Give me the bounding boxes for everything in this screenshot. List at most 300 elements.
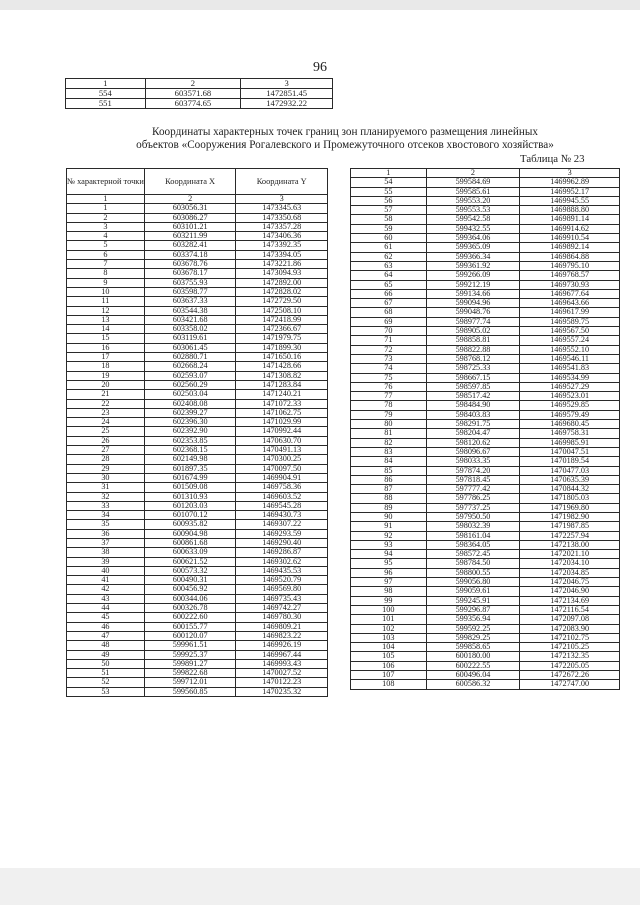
point-number-cell: 75 [351,373,427,382]
table-row [351,531,620,540]
point-number-cell: 48 [67,641,145,650]
y-coordinate-cell: 1469302.62 [236,557,328,566]
y-coordinate-cell: 1473394.05 [236,250,328,259]
point-number-cell: 69 [351,317,427,326]
y-coordinate-cell: 1469643.66 [520,299,620,308]
x-coordinate-cell: 601203.03 [144,501,236,510]
y-coordinate-cell: 1472205.05 [520,661,620,670]
point-number-cell: 62 [351,252,427,261]
x-coordinate-cell: 603374.18 [144,250,236,259]
point-number-cell: 29 [67,464,145,473]
y-coordinate-cell: 1469567.50 [520,327,620,336]
table-row [351,401,620,410]
point-number-cell: 27 [67,446,145,455]
y-coordinate-cell: 1469589.75 [520,317,620,326]
x-coordinate-cell: 600326.78 [144,604,236,613]
table-row [351,587,620,596]
x-coordinate-cell: 599366.34 [426,252,520,261]
point-number-cell: 18 [67,362,145,371]
x-coordinate-cell: 603211.99 [144,232,236,241]
x-coordinate-cell: 598977.74 [426,317,520,326]
point-number-cell: 59 [351,224,427,233]
y-coordinate-cell: 1469926.19 [236,641,328,650]
x-coordinate-cell: 599925.37 [144,650,236,659]
point-number-cell: 36 [67,529,145,538]
x-coordinate-cell: 599365.09 [426,243,520,252]
table-row [351,364,620,373]
point-number-cell: 103 [351,633,427,642]
table-row [66,89,333,99]
point-number-cell: 82 [351,438,427,447]
x-coordinate-cell: 597950.50 [426,512,520,521]
col-number: 1 [351,169,427,178]
point-number-cell: 89 [351,503,427,512]
point-number-cell: 91 [351,522,427,531]
point-number-cell: 108 [351,680,427,689]
table-row [351,624,620,633]
y-coordinate-cell: 1471969.80 [520,503,620,512]
y-coordinate-cell: 1469286.87 [236,548,328,557]
x-coordinate-cell: 598667.15 [426,373,520,382]
y-coordinate-cell: 1469967.44 [236,650,328,659]
y-coordinate-cell: 1469780.30 [236,613,328,622]
y-coordinate-cell: 1473221.86 [236,260,328,269]
table-row [351,215,620,224]
x-coordinate-cell: 599094.96 [426,299,520,308]
point-number-cell: 8 [67,269,145,278]
x-coordinate-cell: 599584.69 [426,178,520,187]
y-coordinate-cell: 1469430.73 [236,511,328,520]
x-coordinate-cell: 599048.76 [426,308,520,317]
x-coordinate-cell: 599059.61 [426,587,520,596]
x-coordinate-cell: 601509.08 [144,483,236,492]
y-coordinate-cell: 1470635.39 [520,475,620,484]
point-number-cell: 79 [351,410,427,419]
x-coordinate-cell: 603571.68 [145,89,241,99]
y-coordinate-cell: 1472892.00 [236,278,328,287]
col-header-x: Координата X [144,169,236,195]
point-number-cell: 40 [67,566,145,575]
bottom-scan-band [0,868,640,905]
x-coordinate-cell: 600573.32 [144,566,236,575]
x-coordinate-cell: 602503.04 [144,390,236,399]
y-coordinate-cell: 1470630.70 [236,436,328,445]
table-row [351,271,620,280]
point-number-cell: 99 [351,596,427,605]
point-number-cell: 24 [67,418,145,427]
point-number-cell: 57 [351,206,427,215]
point-number-cell: 11 [67,297,145,306]
x-coordinate-cell: 599356.94 [426,615,520,624]
x-coordinate-cell: 603544.38 [144,306,236,315]
col-header-point-number: № характерной точки [67,169,145,195]
y-coordinate-cell: 1469735.43 [236,594,328,603]
x-coordinate-cell: 597818.45 [426,475,520,484]
x-coordinate-cell: 603101.21 [144,222,236,231]
y-coordinate-cell: 1471029.99 [236,418,328,427]
y-coordinate-cell: 1470844.32 [520,485,620,494]
point-number-cell: 28 [67,455,145,464]
x-coordinate-cell: 602399.27 [144,408,236,417]
y-coordinate-cell: 1469962.89 [520,178,620,187]
point-number-cell: 35 [67,520,145,529]
x-coordinate-cell: 598597.85 [426,382,520,391]
y-coordinate-cell: 1469545.28 [236,501,328,510]
point-number-cell: 58 [351,215,427,224]
y-coordinate-cell: 1469677.64 [520,289,620,298]
x-coordinate-cell: 603282.41 [144,241,236,250]
y-coordinate-cell: 1469904.91 [236,473,328,482]
y-coordinate-cell: 1469527.29 [520,382,620,391]
point-number-cell: 70 [351,327,427,336]
table-row [351,373,620,382]
table-heading [95,126,595,152]
x-coordinate-cell: 599712.01 [144,678,236,687]
y-coordinate-cell: 1470300.25 [236,455,328,464]
x-coordinate-cell: 597737.25 [426,503,520,512]
table-row [67,241,328,250]
point-number-cell: 61 [351,243,427,252]
x-coordinate-cell: 602149.98 [144,455,236,464]
x-coordinate-cell: 600861.68 [144,538,236,547]
y-coordinate-cell: 1469603.52 [236,492,328,501]
table-row [67,613,328,622]
x-coordinate-cell: 601674.99 [144,473,236,482]
point-number-cell: 22 [67,399,145,408]
point-number-cell: 4 [67,232,145,241]
y-coordinate-cell: 1469546.11 [520,354,620,363]
y-coordinate-cell: 1472116.54 [520,605,620,614]
point-number-cell: 78 [351,401,427,410]
x-coordinate-cell: 599134.66 [426,289,520,298]
x-coordinate-cell: 601070.12 [144,511,236,520]
point-number-cell: 85 [351,466,427,475]
x-coordinate-cell: 597874.20 [426,466,520,475]
y-coordinate-cell: 1469914.62 [520,224,620,233]
point-number-cell: 23 [67,408,145,417]
col-number: 3 [241,79,333,89]
x-coordinate-cell: 603061.45 [144,343,236,352]
y-coordinate-cell: 1471062.75 [236,408,328,417]
y-coordinate-cell: 1473357.28 [236,222,328,231]
point-number-cell: 551 [66,99,146,109]
y-coordinate-cell: 1472046.90 [520,587,620,596]
x-coordinate-cell: 599592.25 [426,624,520,633]
x-coordinate-cell: 597786.25 [426,494,520,503]
table-row [351,615,620,624]
point-number-cell: 94 [351,550,427,559]
y-coordinate-cell: 1469680.45 [520,420,620,429]
y-coordinate-cell: 1470027.52 [236,669,328,678]
point-number-cell: 42 [67,585,145,594]
y-coordinate-cell: 1469910.54 [520,234,620,243]
table-row [351,680,620,689]
point-number-cell: 5 [67,241,145,250]
point-number-cell: 66 [351,289,427,298]
y-coordinate-cell: 1470235.32 [236,687,328,696]
y-coordinate-cell: 1469742.27 [236,604,328,613]
y-coordinate-cell: 1469552.10 [520,345,620,354]
x-coordinate-cell: 600935.82 [144,520,236,529]
y-coordinate-cell: 1472418.99 [236,315,328,324]
table-row [351,438,620,447]
y-coordinate-cell: 1469523.01 [520,392,620,401]
x-coordinate-cell: 599212.19 [426,280,520,289]
x-coordinate-cell: 602593.07 [144,371,236,380]
y-coordinate-cell: 1469891.14 [520,215,620,224]
y-coordinate-cell: 1471283.84 [236,380,328,389]
x-coordinate-cell: 600180.00 [426,652,520,661]
point-number-cell: 26 [67,436,145,445]
y-coordinate-cell: 1472083.90 [520,624,620,633]
y-coordinate-cell: 1472097.08 [520,615,620,624]
x-coordinate-cell: 598204.47 [426,429,520,438]
col-number: 2 [144,195,236,204]
table-row [67,269,328,278]
table-row [67,687,328,696]
x-coordinate-cell: 603678.17 [144,269,236,278]
point-number-cell: 20 [67,380,145,389]
point-number-cell: 67 [351,299,427,308]
y-coordinate-cell: 1471805.03 [520,494,620,503]
table-row [67,520,328,529]
y-coordinate-cell: 1472729.50 [236,297,328,306]
y-coordinate-cell: 1472021.10 [520,550,620,559]
y-coordinate-cell: 1472672.26 [520,671,620,680]
x-coordinate-cell: 603056.31 [144,204,236,213]
table-row [351,494,620,503]
point-number-cell: 34 [67,511,145,520]
table-row [67,362,328,371]
table-row [67,492,328,501]
point-number-cell: 554 [66,89,146,99]
point-number-cell: 39 [67,557,145,566]
table-row [67,678,328,687]
y-coordinate-cell: 1472105.25 [520,643,620,652]
y-coordinate-cell: 1469864.88 [520,252,620,261]
table-row [351,466,620,475]
x-coordinate-cell: 600120.07 [144,631,236,640]
point-number-cell: 100 [351,605,427,614]
point-number-cell: 45 [67,613,145,622]
point-number-cell: 14 [67,325,145,334]
x-coordinate-cell: 599858.65 [426,643,520,652]
y-coordinate-cell: 1472828.02 [236,287,328,296]
x-coordinate-cell: 599432.55 [426,224,520,233]
point-number-cell: 43 [67,594,145,603]
y-coordinate-cell: 1470047.51 [520,447,620,456]
point-number-cell: 53 [67,687,145,696]
y-coordinate-cell: 1469823.22 [236,631,328,640]
point-number-cell: 33 [67,501,145,510]
table-row [67,464,328,473]
y-coordinate-cell: 1469569.80 [236,585,328,594]
x-coordinate-cell: 599364.06 [426,234,520,243]
point-number-cell: 72 [351,345,427,354]
x-coordinate-cell: 599891.27 [144,659,236,668]
x-coordinate-cell: 600586.32 [426,680,520,689]
x-coordinate-cell: 600222.55 [426,661,520,670]
y-coordinate-cell: 1472366.67 [236,325,328,334]
point-number-cell: 86 [351,475,427,484]
y-coordinate-cell: 1469617.99 [520,308,620,317]
x-coordinate-cell: 598822.88 [426,345,520,354]
x-coordinate-cell: 598120.62 [426,438,520,447]
y-coordinate-cell: 1469579.49 [520,410,620,419]
table-row [351,559,620,568]
x-coordinate-cell: 598784.50 [426,559,520,568]
x-coordinate-cell: 599829.25 [426,633,520,642]
y-coordinate-cell: 1470097.50 [236,464,328,473]
heading-line-1: Координаты характерных точек границ зон планируемого размещения линейных [152,126,538,138]
table-row [351,243,620,252]
table-row [67,297,328,306]
y-coordinate-cell: 1473350.68 [236,213,328,222]
table-row [351,522,620,531]
col-number: 1 [67,195,145,204]
top-scan-band [0,0,640,10]
point-number-cell: 15 [67,334,145,343]
point-number-cell: 74 [351,364,427,373]
x-coordinate-cell: 599553.20 [426,196,520,205]
table-row [67,306,328,315]
x-coordinate-cell: 602880.71 [144,353,236,362]
col-number: 3 [520,169,620,178]
header-row [67,169,328,195]
x-coordinate-cell: 598800.55 [426,568,520,577]
x-coordinate-cell: 599542.58 [426,215,520,224]
x-coordinate-cell: 599585.61 [426,187,520,196]
x-coordinate-cell: 598905.02 [426,327,520,336]
x-coordinate-cell: 598517.42 [426,392,520,401]
point-number-cell: 84 [351,457,427,466]
x-coordinate-cell: 598858.81 [426,336,520,345]
point-number-cell: 32 [67,492,145,501]
y-coordinate-cell: 1473345.63 [236,204,328,213]
table-row [67,641,328,650]
point-number-cell: 6 [67,250,145,259]
y-coordinate-cell: 1471650.16 [236,353,328,362]
x-coordinate-cell: 601310.93 [144,492,236,501]
x-coordinate-cell: 603637.33 [144,297,236,306]
table-row [351,280,620,289]
point-number-cell: 71 [351,336,427,345]
x-coordinate-cell: 603774.65 [145,99,241,109]
x-coordinate-cell: 602392.90 [144,427,236,436]
x-coordinate-cell: 598291.75 [426,420,520,429]
y-coordinate-cell: 1469529.85 [520,401,620,410]
y-coordinate-cell: 1469290.40 [236,538,328,547]
y-coordinate-cell: 1473094.93 [236,269,328,278]
point-number-cell: 64 [351,271,427,280]
x-coordinate-cell: 603598.77 [144,287,236,296]
x-coordinate-cell: 603358.02 [144,325,236,334]
y-coordinate-cell: 1469945.55 [520,196,620,205]
table-row [67,585,328,594]
table-row [351,457,620,466]
x-coordinate-cell: 603119.61 [144,334,236,343]
y-coordinate-cell: 1469888.80 [520,206,620,215]
point-number-cell: 73 [351,354,427,363]
table-row [67,334,328,343]
point-number-cell: 105 [351,652,427,661]
x-coordinate-cell: 598364.05 [426,540,520,549]
y-coordinate-cell: 1469541.83 [520,364,620,373]
x-coordinate-cell: 602396.30 [144,418,236,427]
x-coordinate-cell: 602368.15 [144,446,236,455]
continuation-table [65,78,333,109]
column-number-row [66,79,333,89]
x-coordinate-cell: 598403.83 [426,410,520,419]
y-coordinate-cell: 1471987.85 [520,522,620,531]
point-number-cell: 81 [351,429,427,438]
y-coordinate-cell: 1472851.45 [241,89,333,99]
point-number-cell: 92 [351,531,427,540]
x-coordinate-cell: 599296.87 [426,605,520,614]
x-coordinate-cell: 598033.35 [426,457,520,466]
point-number-cell: 21 [67,390,145,399]
x-coordinate-cell: 600344.06 [144,594,236,603]
y-coordinate-cell: 1469758.36 [236,483,328,492]
point-number-cell: 30 [67,473,145,482]
point-number-cell: 107 [351,671,427,680]
y-coordinate-cell: 1472138.00 [520,540,620,549]
x-coordinate-cell: 602408.08 [144,399,236,408]
point-number-cell: 101 [351,615,427,624]
table-row [67,455,328,464]
col-number: 1 [66,79,146,89]
point-number-cell: 25 [67,427,145,436]
point-number-cell: 54 [351,178,427,187]
y-coordinate-cell: 1472034.85 [520,568,620,577]
x-coordinate-cell: 603755.93 [144,278,236,287]
y-coordinate-cell: 1470477.03 [520,466,620,475]
point-number-cell: 97 [351,578,427,587]
table-row [67,390,328,399]
table-row [67,399,328,408]
point-number-cell: 60 [351,234,427,243]
y-coordinate-cell: 1469795.10 [520,261,620,270]
point-number-cell: 51 [67,669,145,678]
y-coordinate-cell: 1472102.75 [520,633,620,642]
y-coordinate-cell: 1472932.22 [241,99,333,109]
x-coordinate-cell: 600222.60 [144,613,236,622]
y-coordinate-cell: 1472034.10 [520,559,620,568]
table-row [66,99,333,109]
x-coordinate-cell: 600496.04 [426,671,520,680]
point-number-cell: 80 [351,420,427,429]
table-caption: Таблица № 23 [520,153,585,165]
y-coordinate-cell: 1472747.00 [520,680,620,689]
point-number-cell: 68 [351,308,427,317]
x-coordinate-cell: 598032.39 [426,522,520,531]
table-row [351,178,620,187]
y-coordinate-cell: 1469520.79 [236,576,328,585]
x-coordinate-cell: 599361.92 [426,261,520,270]
y-coordinate-cell: 1471240.21 [236,390,328,399]
x-coordinate-cell: 603421.68 [144,315,236,324]
point-number-cell: 49 [67,650,145,659]
point-number-cell: 17 [67,353,145,362]
x-coordinate-cell: 599961.51 [144,641,236,650]
point-number-cell: 90 [351,512,427,521]
point-number-cell: 77 [351,392,427,401]
point-number-cell: 102 [351,624,427,633]
y-coordinate-cell: 1472134.69 [520,596,620,605]
point-number-cell: 96 [351,568,427,577]
y-coordinate-cell: 1472046.75 [520,578,620,587]
x-coordinate-cell: 599553.53 [426,206,520,215]
